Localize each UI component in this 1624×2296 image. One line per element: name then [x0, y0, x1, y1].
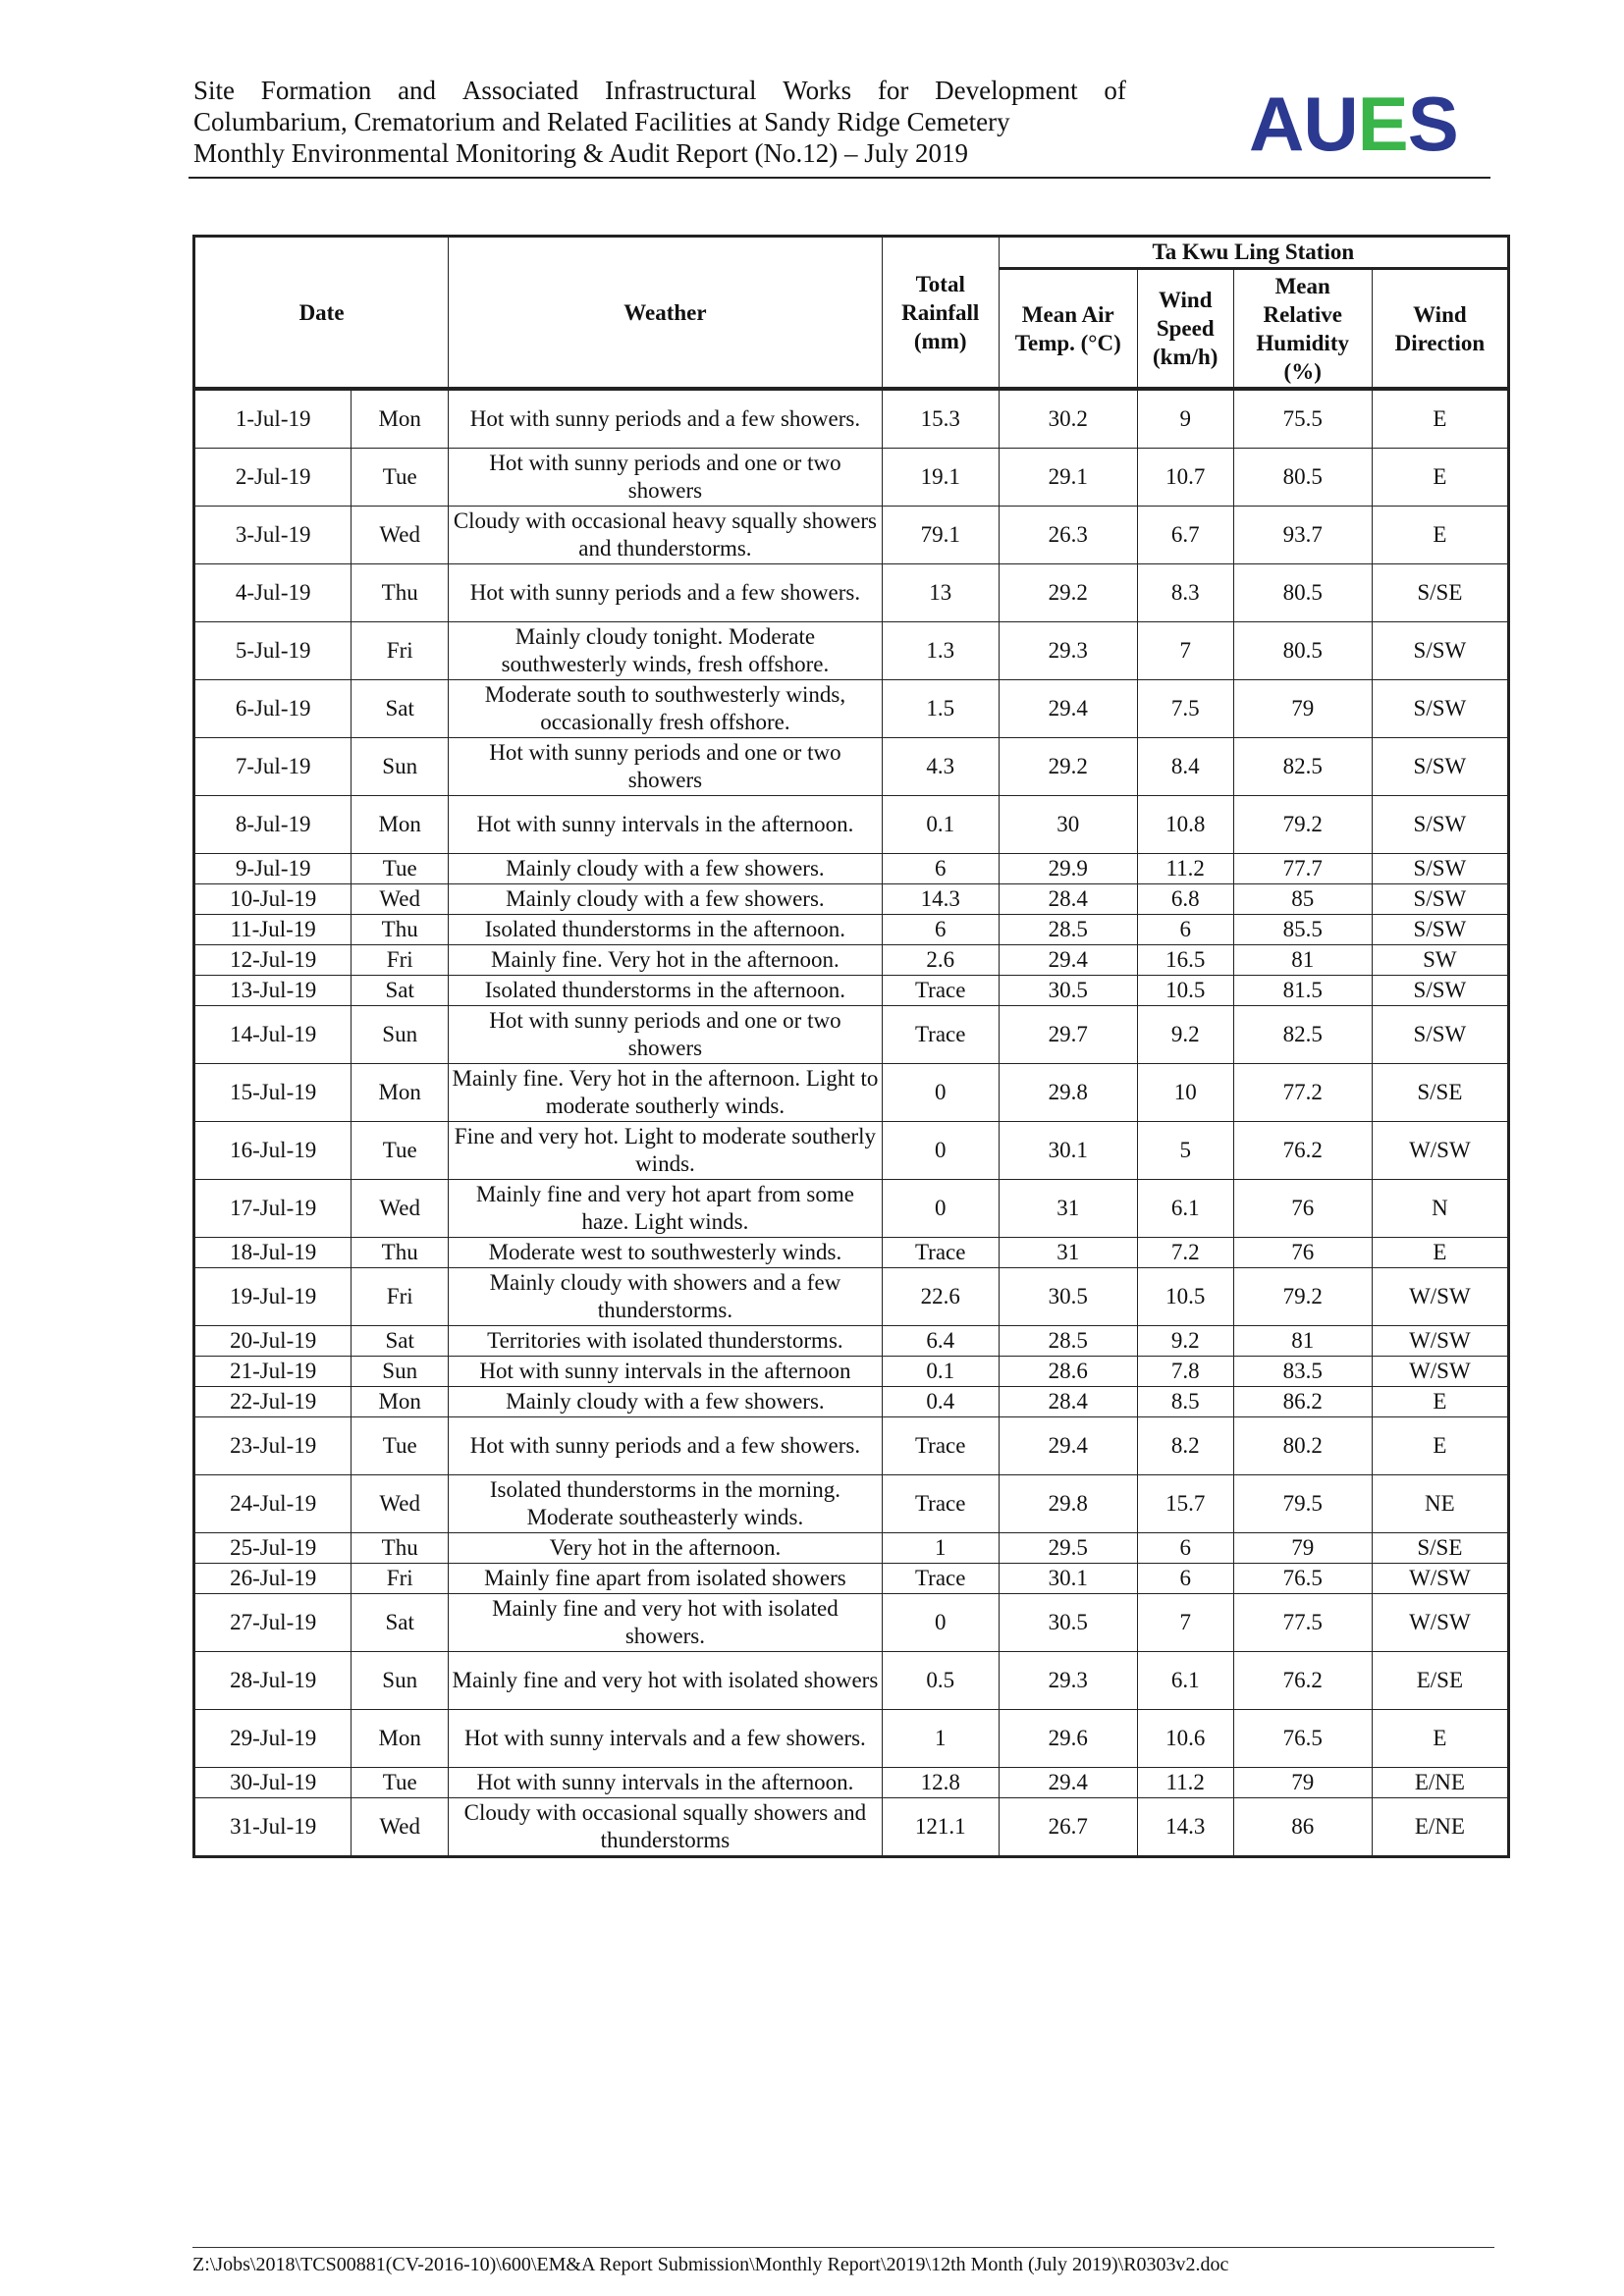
date-cell: 19-Jul-19 — [194, 1268, 352, 1326]
title-line-2: Columbarium, Crematorium and Related Facilities at Sandy Ridge Cemetery — [193, 107, 1010, 136]
date-cell: 21-Jul-19 — [194, 1357, 352, 1387]
day-cell: Wed — [352, 507, 449, 564]
wind-speed-cell: 10.8 — [1137, 796, 1233, 854]
weather-cell: Territories with isolated thunderstorms. — [449, 1326, 883, 1357]
wind-direction-cell: W/SW — [1372, 1594, 1508, 1652]
rainfall-cell: Trace — [882, 1417, 999, 1475]
temp-cell: 30.2 — [999, 389, 1137, 449]
table-row — [194, 976, 1509, 1006]
humidity-cell: 77.2 — [1233, 1064, 1372, 1122]
header-wind-direction: Wind Direction — [1372, 269, 1508, 390]
day-cell: Mon — [352, 389, 449, 449]
table-row — [194, 1387, 1509, 1417]
temp-cell: 29.8 — [999, 1475, 1137, 1533]
wind-direction-cell: E/NE — [1372, 1798, 1508, 1857]
wind-speed-cell: 6.7 — [1137, 507, 1233, 564]
temp-cell: 30.5 — [999, 1268, 1137, 1326]
humidity-cell: 82.5 — [1233, 738, 1372, 796]
header-station: Ta Kwu Ling Station — [999, 237, 1508, 269]
weather-table-body — [194, 389, 1509, 1857]
wind-direction-cell: S/SW — [1372, 796, 1508, 854]
humidity-cell: 82.5 — [1233, 1006, 1372, 1064]
table-row — [194, 564, 1509, 622]
day-cell: Thu — [352, 915, 449, 945]
weather-cell: Hot with sunny periods and one or two showers — [449, 449, 883, 507]
table-row — [194, 1652, 1509, 1710]
rainfall-cell: Trace — [882, 1238, 999, 1268]
day-cell: Tue — [352, 1122, 449, 1180]
weather-cell: Isolated thunderstorms in the afternoon. — [449, 976, 883, 1006]
date-cell: 25-Jul-19 — [194, 1533, 352, 1564]
temp-cell: 29.6 — [999, 1710, 1137, 1768]
day-cell: Sun — [352, 1006, 449, 1064]
weather-cell: Mainly cloudy with a few showers. — [449, 854, 883, 884]
weather-cell: Mainly cloudy with showers and a few thunderstorms. — [449, 1268, 883, 1326]
humidity-cell: 80.5 — [1233, 564, 1372, 622]
header-humidity: Mean Relative Humidity (%) — [1233, 269, 1372, 390]
humidity-cell: 80.5 — [1233, 449, 1372, 507]
temp-cell: 28.5 — [999, 1326, 1137, 1357]
weather-cell: Hot with sunny periods and a few showers. — [449, 564, 883, 622]
wind-speed-cell: 15.7 — [1137, 1475, 1233, 1533]
day-cell: Sat — [352, 1326, 449, 1357]
day-cell: Fri — [352, 622, 449, 680]
table-row — [194, 854, 1509, 884]
weather-cell: Moderate south to southwesterly winds, occasionally fresh offshore. — [449, 680, 883, 738]
wind-speed-cell: 10.6 — [1137, 1710, 1233, 1768]
humidity-cell: 81 — [1233, 945, 1372, 976]
rainfall-cell: 0 — [882, 1180, 999, 1238]
header-temp: Mean Air Temp. (°C) — [999, 269, 1137, 390]
date-cell: 31-Jul-19 — [194, 1798, 352, 1857]
wind-speed-cell: 7 — [1137, 622, 1233, 680]
rainfall-cell: 19.1 — [882, 449, 999, 507]
humidity-cell: 79.5 — [1233, 1475, 1372, 1533]
date-cell: 11-Jul-19 — [194, 915, 352, 945]
table-row — [194, 1064, 1509, 1122]
date-cell: 29-Jul-19 — [194, 1710, 352, 1768]
temp-cell: 26.7 — [999, 1798, 1137, 1857]
footer-file-path: Z:\Jobs\2018\TCS00881(CV-2016-10)\600\EM&A Report Submission\Monthly Report\2019\12th Month (July 2019)\R0303v2.doc — [192, 2254, 1229, 2275]
wind-speed-cell: 7.5 — [1137, 680, 1233, 738]
date-cell: 14-Jul-19 — [194, 1006, 352, 1064]
temp-cell: 30 — [999, 796, 1137, 854]
table-row — [194, 1122, 1509, 1180]
weather-cell: Isolated thunderstorms in the afternoon. — [449, 915, 883, 945]
day-cell: Thu — [352, 1533, 449, 1564]
table-row — [194, 622, 1509, 680]
wind-speed-cell: 6.1 — [1137, 1652, 1233, 1710]
aues-logo: AUES — [1249, 80, 1458, 167]
wind-direction-cell: N — [1372, 1180, 1508, 1238]
day-cell: Thu — [352, 1238, 449, 1268]
temp-cell: 29.9 — [999, 854, 1137, 884]
wind-speed-cell: 8.4 — [1137, 738, 1233, 796]
humidity-cell: 85.5 — [1233, 915, 1372, 945]
table-row — [194, 1417, 1509, 1475]
day-cell: Sat — [352, 976, 449, 1006]
day-cell: Tue — [352, 449, 449, 507]
table-row — [194, 449, 1509, 507]
wind-direction-cell: SW — [1372, 945, 1508, 976]
day-cell: Fri — [352, 1564, 449, 1594]
humidity-cell: 86.2 — [1233, 1387, 1372, 1417]
date-cell: 28-Jul-19 — [194, 1652, 352, 1710]
wind-direction-cell: S/SW — [1372, 680, 1508, 738]
weather-cell: Hot with sunny intervals and a few showers. — [449, 1710, 883, 1768]
date-cell: 4-Jul-19 — [194, 564, 352, 622]
day-cell: Wed — [352, 1475, 449, 1533]
weather-cell: Hot with sunny periods and a few showers. — [449, 389, 883, 449]
rainfall-cell: 12.8 — [882, 1768, 999, 1798]
wind-direction-cell: E — [1372, 1710, 1508, 1768]
table-row — [194, 1006, 1509, 1064]
wind-speed-cell: 16.5 — [1137, 945, 1233, 976]
temp-cell: 29.4 — [999, 1768, 1137, 1798]
table-row — [194, 1798, 1509, 1857]
date-cell: 7-Jul-19 — [194, 738, 352, 796]
humidity-cell: 83.5 — [1233, 1357, 1372, 1387]
weather-cell: Mainly cloudy with a few showers. — [449, 1387, 883, 1417]
temp-cell: 28.4 — [999, 1387, 1137, 1417]
humidity-cell: 75.5 — [1233, 389, 1372, 449]
wind-speed-cell: 10.5 — [1137, 976, 1233, 1006]
day-cell: Fri — [352, 945, 449, 976]
date-cell: 15-Jul-19 — [194, 1064, 352, 1122]
wind-direction-cell: S/SW — [1372, 738, 1508, 796]
wind-direction-cell: NE — [1372, 1475, 1508, 1533]
wind-direction-cell: S/SE — [1372, 564, 1508, 622]
day-cell: Sun — [352, 1652, 449, 1710]
day-cell: Sat — [352, 680, 449, 738]
weather-cell: Mainly fine. Very hot in the afternoon. Light to moderate southerly winds. — [449, 1064, 883, 1122]
humidity-cell: 77.7 — [1233, 854, 1372, 884]
rainfall-cell: 121.1 — [882, 1798, 999, 1857]
weather-cell: Very hot in the afternoon. — [449, 1533, 883, 1564]
temp-cell: 31 — [999, 1180, 1137, 1238]
day-cell: Mon — [352, 1387, 449, 1417]
wind-direction-cell: S/SE — [1372, 1533, 1508, 1564]
date-cell: 20-Jul-19 — [194, 1326, 352, 1357]
wind-direction-cell: E — [1372, 1417, 1508, 1475]
table-row — [194, 738, 1509, 796]
wind-speed-cell: 6 — [1137, 1564, 1233, 1594]
rainfall-cell: 0.1 — [882, 1357, 999, 1387]
temp-cell: 30.5 — [999, 976, 1137, 1006]
table-row — [194, 915, 1509, 945]
wind-speed-cell: 9 — [1137, 389, 1233, 449]
rainfall-cell: 22.6 — [882, 1268, 999, 1326]
humidity-cell: 86 — [1233, 1798, 1372, 1857]
wind-speed-cell: 9.2 — [1137, 1006, 1233, 1064]
wind-speed-cell: 7.8 — [1137, 1357, 1233, 1387]
table-row — [194, 1475, 1509, 1533]
wind-speed-cell: 10.5 — [1137, 1268, 1233, 1326]
title-line-3: Monthly Environmental Monitoring & Audit Report (No.12) – July 2019 — [193, 138, 968, 168]
rainfall-cell: 6 — [882, 854, 999, 884]
temp-cell: 28.4 — [999, 884, 1137, 915]
table-row — [194, 1768, 1509, 1798]
humidity-cell: 76 — [1233, 1180, 1372, 1238]
wind-direction-cell: S/SW — [1372, 884, 1508, 915]
table-row — [194, 680, 1509, 738]
weather-cell: Mainly cloudy tonight. Moderate southwesterly winds, fresh offshore. — [449, 622, 883, 680]
wind-speed-cell: 14.3 — [1137, 1798, 1233, 1857]
rainfall-cell: 0.5 — [882, 1652, 999, 1710]
temp-cell: 29.4 — [999, 1417, 1137, 1475]
day-cell: Wed — [352, 1798, 449, 1857]
weather-cell: Hot with sunny periods and one or two showers — [449, 738, 883, 796]
weather-cell: Fine and very hot. Light to moderate southerly winds. — [449, 1122, 883, 1180]
weather-cell: Mainly fine and very hot apart from some haze. Light winds. — [449, 1180, 883, 1238]
date-cell: 6-Jul-19 — [194, 680, 352, 738]
day-cell: Mon — [352, 1064, 449, 1122]
weather-cell: Mainly fine apart from isolated showers — [449, 1564, 883, 1594]
rainfall-cell: 6.4 — [882, 1326, 999, 1357]
date-cell: 26-Jul-19 — [194, 1564, 352, 1594]
humidity-cell: 80.5 — [1233, 622, 1372, 680]
rainfall-cell: 0.1 — [882, 796, 999, 854]
date-cell: 9-Jul-19 — [194, 854, 352, 884]
table-row — [194, 1326, 1509, 1357]
temp-cell: 30.1 — [999, 1122, 1137, 1180]
table-row — [194, 1564, 1509, 1594]
date-cell: 1-Jul-19 — [194, 389, 352, 449]
wind-direction-cell: W/SW — [1372, 1357, 1508, 1387]
temp-cell: 29.8 — [999, 1064, 1137, 1122]
temp-cell: 31 — [999, 1238, 1137, 1268]
date-cell: 22-Jul-19 — [194, 1387, 352, 1417]
table-row — [194, 1180, 1509, 1238]
day-cell: Tue — [352, 854, 449, 884]
wind-direction-cell: S/SW — [1372, 1006, 1508, 1064]
wind-speed-cell: 6.1 — [1137, 1180, 1233, 1238]
day-cell: Mon — [352, 1710, 449, 1768]
date-cell: 3-Jul-19 — [194, 507, 352, 564]
weather-cell: Cloudy with occasional heavy squally showers and thunderstorms. — [449, 507, 883, 564]
humidity-cell: 76.5 — [1233, 1564, 1372, 1594]
humidity-cell: 76 — [1233, 1238, 1372, 1268]
weather-cell: Isolated thunderstorms in the morning. Moderate southeasterly winds. — [449, 1475, 883, 1533]
weather-cell: Moderate west to southwesterly winds. — [449, 1238, 883, 1268]
humidity-cell: 79.2 — [1233, 1268, 1372, 1326]
rainfall-cell: Trace — [882, 976, 999, 1006]
header-wind-speed: Wind Speed (km/h) — [1137, 269, 1233, 390]
table-row — [194, 1533, 1509, 1564]
table-row — [194, 884, 1509, 915]
day-cell: Wed — [352, 1180, 449, 1238]
weather-cell: Mainly fine and very hot with isolated showers. — [449, 1594, 883, 1652]
wind-direction-cell: E/SE — [1372, 1652, 1508, 1710]
day-cell: Sat — [352, 1594, 449, 1652]
temp-cell: 29.5 — [999, 1533, 1137, 1564]
rainfall-cell: 79.1 — [882, 507, 999, 564]
humidity-cell: 77.5 — [1233, 1594, 1372, 1652]
wind-direction-cell: W/SW — [1372, 1122, 1508, 1180]
day-cell: Mon — [352, 796, 449, 854]
rainfall-cell: 0 — [882, 1594, 999, 1652]
wind-speed-cell: 10.7 — [1137, 449, 1233, 507]
wind-speed-cell: 6 — [1137, 1533, 1233, 1564]
day-cell: Sun — [352, 1357, 449, 1387]
wind-direction-cell: E — [1372, 1387, 1508, 1417]
rainfall-cell: Trace — [882, 1475, 999, 1533]
date-cell: 5-Jul-19 — [194, 622, 352, 680]
rainfall-cell: 15.3 — [882, 389, 999, 449]
table-row — [194, 1357, 1509, 1387]
table-row — [194, 945, 1509, 976]
wind-direction-cell: W/SW — [1372, 1268, 1508, 1326]
weather-cell: Mainly fine and very hot with isolated showers — [449, 1652, 883, 1710]
rainfall-cell: 6 — [882, 915, 999, 945]
date-cell: 8-Jul-19 — [194, 796, 352, 854]
rainfall-cell: Trace — [882, 1564, 999, 1594]
wind-direction-cell: S/SE — [1372, 1064, 1508, 1122]
weather-cell: Hot with sunny periods and a few showers. — [449, 1417, 883, 1475]
weather-cell: Hot with sunny periods and one or two showers — [449, 1006, 883, 1064]
day-cell: Tue — [352, 1417, 449, 1475]
temp-cell: 28.5 — [999, 915, 1137, 945]
header-date: Date — [194, 237, 449, 390]
temp-cell: 29.2 — [999, 564, 1137, 622]
wind-speed-cell: 8.2 — [1137, 1417, 1233, 1475]
table-row — [194, 1594, 1509, 1652]
date-cell: 24-Jul-19 — [194, 1475, 352, 1533]
wind-direction-cell: S/SW — [1372, 622, 1508, 680]
day-cell: Thu — [352, 564, 449, 622]
weather-cell: Mainly fine. Very hot in the afternoon. — [449, 945, 883, 976]
rainfall-cell: 2.6 — [882, 945, 999, 976]
wind-direction-cell: E — [1372, 1238, 1508, 1268]
wind-speed-cell: 11.2 — [1137, 854, 1233, 884]
date-cell: 30-Jul-19 — [194, 1768, 352, 1798]
temp-cell: 29.3 — [999, 1652, 1137, 1710]
temp-cell: 29.4 — [999, 680, 1137, 738]
wind-direction-cell: S/SW — [1372, 976, 1508, 1006]
wind-speed-cell: 8.5 — [1137, 1387, 1233, 1417]
temp-cell: 28.6 — [999, 1357, 1137, 1387]
rainfall-cell: 4.3 — [882, 738, 999, 796]
humidity-cell: 80.2 — [1233, 1417, 1372, 1475]
humidity-cell: 79 — [1233, 680, 1372, 738]
date-cell: 17-Jul-19 — [194, 1180, 352, 1238]
title-line-1: Site Formation and Associated Infrastructural Works for Development of — [193, 76, 1126, 105]
wind-speed-cell: 10 — [1137, 1064, 1233, 1122]
wind-direction-cell: E — [1372, 449, 1508, 507]
temp-cell: 29.7 — [999, 1006, 1137, 1064]
weather-cell: Hot with sunny intervals in the afternoon. — [449, 796, 883, 854]
humidity-cell: 79 — [1233, 1768, 1372, 1798]
header-weather: Weather — [449, 237, 883, 390]
wind-direction-cell: E — [1372, 389, 1508, 449]
rainfall-cell: 1.5 — [882, 680, 999, 738]
temp-cell: 30.1 — [999, 1564, 1137, 1594]
rainfall-cell: Trace — [882, 1006, 999, 1064]
wind-speed-cell: 9.2 — [1137, 1326, 1233, 1357]
table-row — [194, 389, 1509, 449]
footer-divider — [192, 2247, 1494, 2248]
table-row — [194, 1268, 1509, 1326]
date-cell: 18-Jul-19 — [194, 1238, 352, 1268]
date-cell: 16-Jul-19 — [194, 1122, 352, 1180]
wind-direction-cell: S/SW — [1372, 854, 1508, 884]
humidity-cell: 76.2 — [1233, 1652, 1372, 1710]
table-row — [194, 507, 1509, 564]
rainfall-cell: 0 — [882, 1122, 999, 1180]
header-divider — [189, 177, 1490, 179]
weather-table — [192, 235, 1510, 1858]
wind-speed-cell: 6 — [1137, 915, 1233, 945]
temp-cell: 30.5 — [999, 1594, 1137, 1652]
wind-speed-cell: 7.2 — [1137, 1238, 1233, 1268]
weather-cell: Mainly cloudy with a few showers. — [449, 884, 883, 915]
table-row — [194, 1710, 1509, 1768]
temp-cell: 26.3 — [999, 507, 1137, 564]
wind-speed-cell: 7 — [1137, 1594, 1233, 1652]
wind-speed-cell: 6.8 — [1137, 884, 1233, 915]
date-cell: 23-Jul-19 — [194, 1417, 352, 1475]
day-cell: Sun — [352, 738, 449, 796]
humidity-cell: 85 — [1233, 884, 1372, 915]
temp-cell: 29.2 — [999, 738, 1137, 796]
temp-cell: 29.1 — [999, 449, 1137, 507]
humidity-cell: 76.5 — [1233, 1710, 1372, 1768]
date-cell: 13-Jul-19 — [194, 976, 352, 1006]
wind-speed-cell: 5 — [1137, 1122, 1233, 1180]
humidity-cell: 76.2 — [1233, 1122, 1372, 1180]
humidity-cell: 81 — [1233, 1326, 1372, 1357]
wind-direction-cell: W/SW — [1372, 1326, 1508, 1357]
temp-cell: 29.3 — [999, 622, 1137, 680]
day-cell: Wed — [352, 884, 449, 915]
rainfall-cell: 1.3 — [882, 622, 999, 680]
rainfall-cell: 13 — [882, 564, 999, 622]
rainfall-cell: 1 — [882, 1710, 999, 1768]
humidity-cell: 79.2 — [1233, 796, 1372, 854]
wind-direction-cell: W/SW — [1372, 1564, 1508, 1594]
day-cell: Fri — [352, 1268, 449, 1326]
day-cell: Tue — [352, 1768, 449, 1798]
rainfall-cell: 1 — [882, 1533, 999, 1564]
wind-direction-cell: E/NE — [1372, 1768, 1508, 1798]
date-cell: 27-Jul-19 — [194, 1594, 352, 1652]
rainfall-cell: 14.3 — [882, 884, 999, 915]
date-cell: 2-Jul-19 — [194, 449, 352, 507]
weather-cell: Hot with sunny intervals in the afternoon — [449, 1357, 883, 1387]
weather-cell: Hot with sunny intervals in the afternoon. — [449, 1768, 883, 1798]
header-rainfall: Total Rainfall (mm) — [882, 237, 999, 390]
table-row — [194, 796, 1509, 854]
wind-direction-cell: E — [1372, 507, 1508, 564]
date-cell: 12-Jul-19 — [194, 945, 352, 976]
table-row — [194, 1238, 1509, 1268]
wind-direction-cell: S/SW — [1372, 915, 1508, 945]
rainfall-cell: 0 — [882, 1064, 999, 1122]
humidity-cell: 93.7 — [1233, 507, 1372, 564]
weather-cell: Cloudy with occasional squally showers and thunderstorms — [449, 1798, 883, 1857]
humidity-cell: 79 — [1233, 1533, 1372, 1564]
date-cell: 10-Jul-19 — [194, 884, 352, 915]
temp-cell: 29.4 — [999, 945, 1137, 976]
wind-speed-cell: 8.3 — [1137, 564, 1233, 622]
wind-speed-cell: 11.2 — [1137, 1768, 1233, 1798]
rainfall-cell: 0.4 — [882, 1387, 999, 1417]
humidity-cell: 81.5 — [1233, 976, 1372, 1006]
